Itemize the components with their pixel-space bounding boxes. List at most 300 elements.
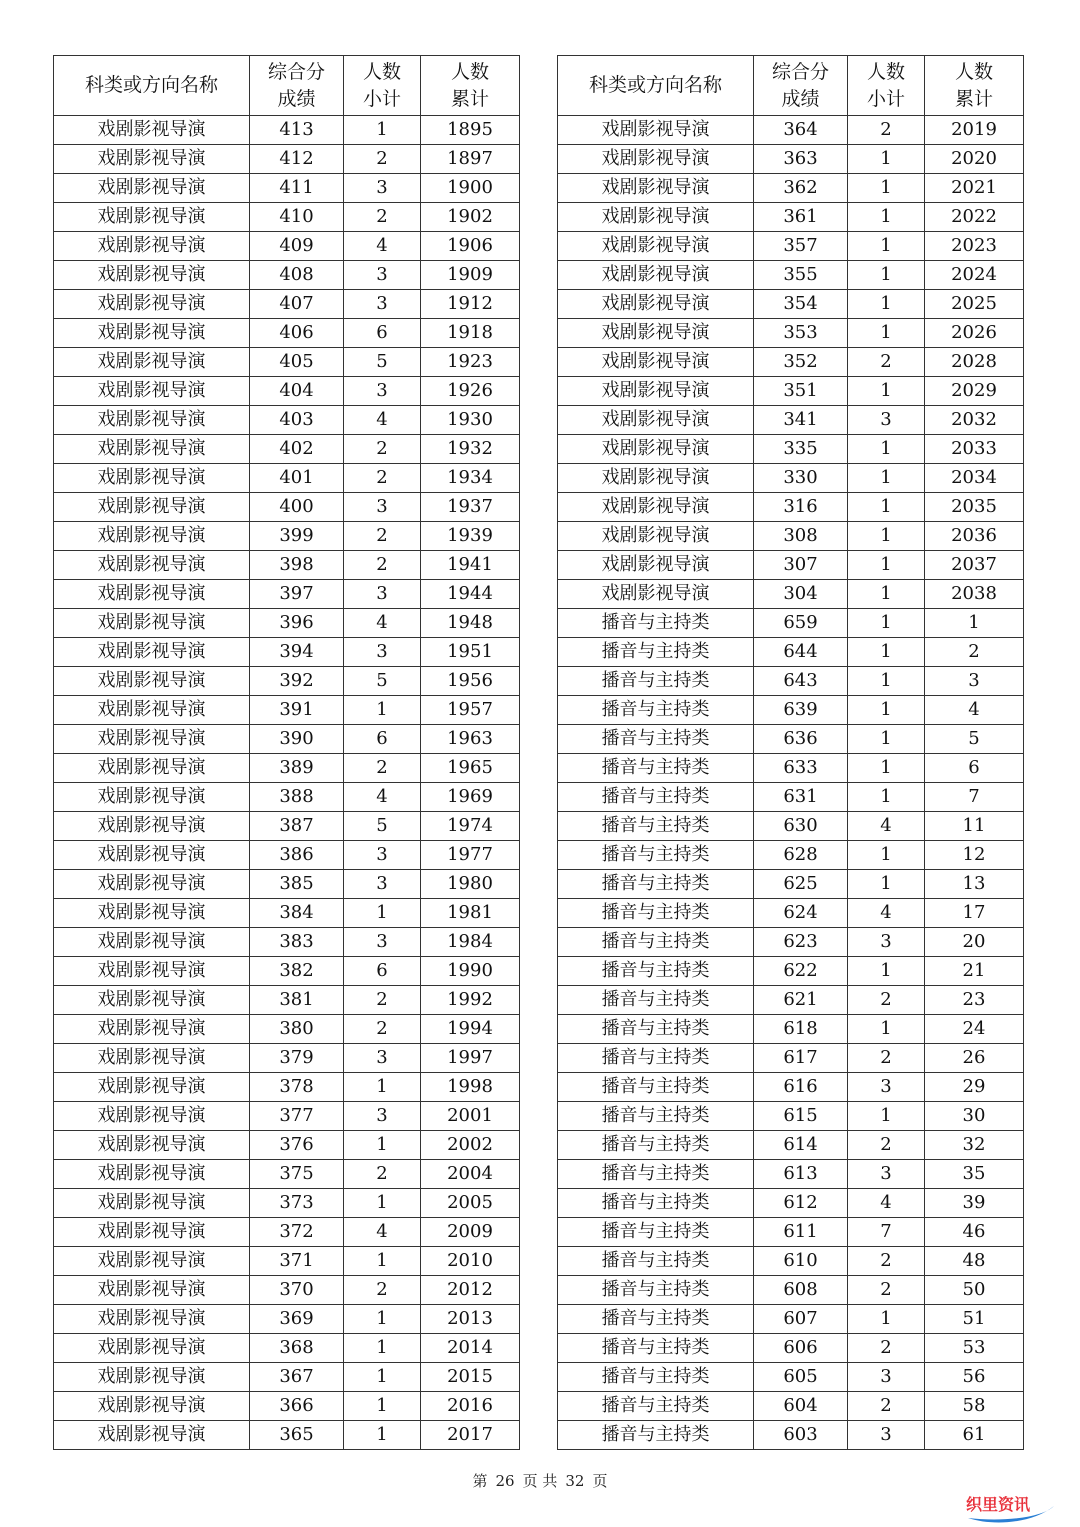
table-row <box>558 348 1024 377</box>
cell-count: 1 <box>848 232 925 261</box>
cell-cumulative: 1981 <box>421 899 520 928</box>
cell-score: 612 <box>754 1189 848 1218</box>
cell-cumulative: 1926 <box>421 377 520 406</box>
table-row <box>558 1102 1024 1131</box>
cell-cumulative: 2004 <box>421 1160 520 1189</box>
cell-cumulative: 1932 <box>421 435 520 464</box>
cell-cumulative: 1990 <box>421 957 520 986</box>
cell-cumulative: 1934 <box>421 464 520 493</box>
cell-count: 4 <box>848 899 925 928</box>
cell-score: 384 <box>250 899 344 928</box>
cell-cumulative: 1980 <box>421 870 520 899</box>
cell-score: 386 <box>250 841 344 870</box>
cell-score: 604 <box>754 1392 848 1421</box>
cell-name: 戏剧影视导演 <box>558 580 754 609</box>
cell-score: 379 <box>250 1044 344 1073</box>
table-row <box>558 1305 1024 1334</box>
header-cumulative <box>925 56 1024 116</box>
table-row <box>558 957 1024 986</box>
cell-score: 398 <box>250 551 344 580</box>
cell-cumulative: 2036 <box>925 522 1024 551</box>
cell-cumulative: 1930 <box>421 406 520 435</box>
cell-score: 335 <box>754 435 848 464</box>
cell-cumulative: 35 <box>925 1160 1024 1189</box>
cell-count: 3 <box>848 406 925 435</box>
cell-score: 380 <box>250 1015 344 1044</box>
table-row <box>54 1044 520 1073</box>
cell-cumulative: 2016 <box>421 1392 520 1421</box>
cell-score: 409 <box>250 232 344 261</box>
table-row <box>54 319 520 348</box>
cell-cumulative: 2034 <box>925 464 1024 493</box>
cell-score: 403 <box>250 406 344 435</box>
cell-count: 1 <box>848 1015 925 1044</box>
header-cumulative-line1: 人数 <box>954 60 993 83</box>
table-row <box>54 522 520 551</box>
cell-count: 2 <box>344 1160 421 1189</box>
cell-count: 1 <box>848 174 925 203</box>
cell-score: 394 <box>250 638 344 667</box>
table-row <box>558 522 1024 551</box>
table-row <box>558 754 1024 783</box>
cell-cumulative: 2010 <box>421 1247 520 1276</box>
cell-score: 361 <box>754 203 848 232</box>
table-row <box>54 1015 520 1044</box>
cell-score: 396 <box>250 609 344 638</box>
cell-score: 408 <box>250 261 344 290</box>
header-cumulative-line2: 累计 <box>450 87 489 110</box>
cell-cumulative: 2025 <box>925 290 1024 319</box>
table-row <box>558 580 1024 609</box>
cell-cumulative: 2001 <box>421 1102 520 1131</box>
table-row <box>54 1131 520 1160</box>
footer-middle: 页 共 <box>522 1472 558 1490</box>
cell-cumulative: 48 <box>925 1247 1024 1276</box>
table-row <box>54 928 520 957</box>
cell-score: 603 <box>754 1421 848 1450</box>
cell-cumulative: 2029 <box>925 377 1024 406</box>
table-row <box>558 1363 1024 1392</box>
table-row <box>558 232 1024 261</box>
cell-name: 播音与主持类 <box>558 1073 754 1102</box>
cell-name: 戏剧影视导演 <box>54 1218 250 1247</box>
table-body-right <box>558 116 1024 1450</box>
cell-count: 6 <box>344 725 421 754</box>
cell-count: 3 <box>344 928 421 957</box>
cell-cumulative: 1941 <box>421 551 520 580</box>
table-row <box>54 609 520 638</box>
cell-count: 4 <box>344 783 421 812</box>
cell-cumulative: 32 <box>925 1131 1024 1160</box>
cell-score: 400 <box>250 493 344 522</box>
cell-cumulative: 1969 <box>421 783 520 812</box>
cell-count: 1 <box>344 899 421 928</box>
table-row <box>54 957 520 986</box>
cell-name: 播音与主持类 <box>558 667 754 696</box>
cell-count: 1 <box>344 696 421 725</box>
cell-name: 播音与主持类 <box>558 783 754 812</box>
cell-cumulative: 1963 <box>421 725 520 754</box>
cell-cumulative: 1906 <box>421 232 520 261</box>
score-table-right <box>557 55 1024 1450</box>
cell-score: 365 <box>250 1421 344 1450</box>
table-row <box>558 377 1024 406</box>
table-row <box>558 203 1024 232</box>
table-row <box>54 174 520 203</box>
cell-count: 2 <box>848 1247 925 1276</box>
table-row <box>54 812 520 841</box>
cell-score: 367 <box>250 1363 344 1392</box>
table-row <box>558 609 1024 638</box>
header-score-line2: 成绩 <box>277 87 316 110</box>
cell-name: 播音与主持类 <box>558 1218 754 1247</box>
cell-count: 1 <box>848 725 925 754</box>
cell-score: 376 <box>250 1131 344 1160</box>
cell-cumulative: 3 <box>925 667 1024 696</box>
cell-cumulative: 1948 <box>421 609 520 638</box>
cell-name: 播音与主持类 <box>558 928 754 957</box>
cell-name: 戏剧影视导演 <box>54 812 250 841</box>
header-count-line1: 人数 <box>362 60 401 83</box>
table-row <box>54 725 520 754</box>
cell-cumulative: 1974 <box>421 812 520 841</box>
cell-count: 2 <box>344 551 421 580</box>
cell-cumulative: 1909 <box>421 261 520 290</box>
cell-score: 615 <box>754 1102 848 1131</box>
cell-name: 播音与主持类 <box>558 841 754 870</box>
cell-count: 1 <box>848 1102 925 1131</box>
cell-score: 391 <box>250 696 344 725</box>
cell-name: 戏剧影视导演 <box>54 174 250 203</box>
cell-name: 播音与主持类 <box>558 1334 754 1363</box>
cell-count: 2 <box>848 1276 925 1305</box>
page-footer <box>0 1470 1080 1491</box>
cell-cumulative: 39 <box>925 1189 1024 1218</box>
cell-score: 404 <box>250 377 344 406</box>
cell-name: 戏剧影视导演 <box>558 145 754 174</box>
cell-cumulative: 1951 <box>421 638 520 667</box>
cell-count: 1 <box>848 580 925 609</box>
cell-count: 2 <box>848 1044 925 1073</box>
footer-total-pages: 32 <box>565 1472 585 1490</box>
table-row <box>54 1363 520 1392</box>
cell-score: 378 <box>250 1073 344 1102</box>
cell-count: 3 <box>848 1160 925 1189</box>
cell-name: 戏剧影视导演 <box>54 1247 250 1276</box>
cell-cumulative: 58 <box>925 1392 1024 1421</box>
cell-score: 616 <box>754 1073 848 1102</box>
cell-count: 2 <box>344 435 421 464</box>
table-row <box>54 464 520 493</box>
cell-score: 636 <box>754 725 848 754</box>
cell-cumulative: 46 <box>925 1218 1024 1247</box>
cell-score: 368 <box>250 1334 344 1363</box>
cell-count: 3 <box>344 841 421 870</box>
cell-count: 1 <box>344 1392 421 1421</box>
cell-cumulative: 2026 <box>925 319 1024 348</box>
table-header-row <box>54 56 520 116</box>
cell-count: 1 <box>344 1363 421 1392</box>
cell-name: 戏剧影视导演 <box>54 1334 250 1363</box>
cell-count: 1 <box>848 667 925 696</box>
table-row <box>558 1334 1024 1363</box>
cell-count: 3 <box>344 580 421 609</box>
cell-cumulative: 30 <box>925 1102 1024 1131</box>
cell-name: 戏剧影视导演 <box>54 1276 250 1305</box>
cell-count: 3 <box>344 174 421 203</box>
cell-score: 628 <box>754 841 848 870</box>
table-row <box>558 1392 1024 1421</box>
cell-score: 381 <box>250 986 344 1015</box>
table-row <box>54 232 520 261</box>
cell-score: 608 <box>754 1276 848 1305</box>
cell-name: 戏剧影视导演 <box>54 435 250 464</box>
cell-score: 388 <box>250 783 344 812</box>
table-row <box>558 145 1024 174</box>
cell-cumulative: 2014 <box>421 1334 520 1363</box>
cell-name: 戏剧影视导演 <box>558 116 754 145</box>
header-count-line2: 小计 <box>362 87 401 110</box>
cell-cumulative: 1997 <box>421 1044 520 1073</box>
cell-count: 2 <box>848 1131 925 1160</box>
table-row <box>558 1044 1024 1073</box>
cell-count: 1 <box>848 319 925 348</box>
table-row <box>54 203 520 232</box>
table-row <box>54 145 520 174</box>
cell-name: 戏剧影视导演 <box>54 145 250 174</box>
cell-cumulative: 26 <box>925 1044 1024 1073</box>
cell-count: 3 <box>344 290 421 319</box>
cell-score: 625 <box>754 870 848 899</box>
cell-count: 2 <box>848 116 925 145</box>
table-row <box>558 464 1024 493</box>
header-count <box>848 56 925 116</box>
cell-cumulative: 4 <box>925 696 1024 725</box>
cell-score: 373 <box>250 1189 344 1218</box>
header-score <box>250 56 344 116</box>
table-row <box>54 406 520 435</box>
table-row <box>558 1276 1024 1305</box>
cell-count: 3 <box>848 928 925 957</box>
cell-cumulative: 2009 <box>421 1218 520 1247</box>
cell-name: 戏剧影视导演 <box>54 232 250 261</box>
header-name <box>54 56 250 116</box>
cell-cumulative: 1895 <box>421 116 520 145</box>
cell-name: 播音与主持类 <box>558 1102 754 1131</box>
cell-count: 1 <box>344 1305 421 1334</box>
cell-count: 1 <box>848 435 925 464</box>
cell-score: 659 <box>754 609 848 638</box>
cell-name: 播音与主持类 <box>558 754 754 783</box>
table-row <box>54 783 520 812</box>
cell-name: 播音与主持类 <box>558 1247 754 1276</box>
header-score <box>754 56 848 116</box>
cell-count: 1 <box>848 261 925 290</box>
header-count-line1: 人数 <box>866 60 905 83</box>
cell-score: 630 <box>754 812 848 841</box>
cell-name: 戏剧影视导演 <box>558 435 754 464</box>
cell-name: 播音与主持类 <box>558 1131 754 1160</box>
cell-name: 播音与主持类 <box>558 957 754 986</box>
cell-count: 3 <box>848 1363 925 1392</box>
table-row <box>54 754 520 783</box>
cell-name: 播音与主持类 <box>558 1392 754 1421</box>
cell-name: 戏剧影视导演 <box>54 1305 250 1334</box>
table-row <box>54 870 520 899</box>
cell-score: 623 <box>754 928 848 957</box>
cell-score: 369 <box>250 1305 344 1334</box>
cell-cumulative: 2 <box>925 638 1024 667</box>
cell-name: 播音与主持类 <box>558 1044 754 1073</box>
cell-name: 戏剧影视导演 <box>54 522 250 551</box>
cell-count: 2 <box>848 986 925 1015</box>
score-table-left <box>53 55 520 1450</box>
table-row <box>54 116 520 145</box>
cell-score: 622 <box>754 957 848 986</box>
cell-cumulative: 1998 <box>421 1073 520 1102</box>
header-score-line1: 综合分 <box>267 60 325 83</box>
cell-score: 389 <box>250 754 344 783</box>
cell-count: 1 <box>344 1421 421 1450</box>
cell-count: 3 <box>848 1073 925 1102</box>
cell-cumulative: 51 <box>925 1305 1024 1334</box>
cell-count: 2 <box>344 522 421 551</box>
cell-score: 397 <box>250 580 344 609</box>
cell-count: 6 <box>344 957 421 986</box>
cell-cumulative: 2002 <box>421 1131 520 1160</box>
cell-name: 戏剧影视导演 <box>54 696 250 725</box>
cell-name: 播音与主持类 <box>558 1421 754 1450</box>
cell-name: 戏剧影视导演 <box>54 1160 250 1189</box>
header-name-text: 科类或方向名称 <box>84 74 218 96</box>
footer-prefix: 第 <box>472 1472 488 1490</box>
table-row <box>558 261 1024 290</box>
cell-score: 372 <box>250 1218 344 1247</box>
cell-cumulative: 1 <box>925 609 1024 638</box>
cell-cumulative: 1918 <box>421 319 520 348</box>
header-score-line1: 综合分 <box>771 60 829 83</box>
cell-cumulative: 61 <box>925 1421 1024 1450</box>
table-row <box>558 290 1024 319</box>
cell-count: 3 <box>344 1044 421 1073</box>
cell-score: 371 <box>250 1247 344 1276</box>
cell-cumulative: 1977 <box>421 841 520 870</box>
cell-name: 播音与主持类 <box>558 1305 754 1334</box>
cell-name: 戏剧影视导演 <box>54 319 250 348</box>
cell-name: 戏剧影视导演 <box>54 580 250 609</box>
footer-page-number: 26 <box>495 1472 515 1490</box>
cell-cumulative: 1944 <box>421 580 520 609</box>
cell-cumulative: 5 <box>925 725 1024 754</box>
cell-count: 1 <box>848 145 925 174</box>
cell-name: 戏剧影视导演 <box>54 464 250 493</box>
cell-count: 1 <box>848 290 925 319</box>
cell-cumulative: 1992 <box>421 986 520 1015</box>
cell-score: 401 <box>250 464 344 493</box>
cell-count: 1 <box>848 522 925 551</box>
cell-name: 戏剧影视导演 <box>54 754 250 783</box>
cell-name: 戏剧影视导演 <box>558 348 754 377</box>
logo-text: 织里资讯 <box>966 1495 1031 1514</box>
header-score-line2: 成绩 <box>781 87 820 110</box>
cell-count: 2 <box>344 203 421 232</box>
cell-name: 戏剧影视导演 <box>558 406 754 435</box>
cell-cumulative: 2012 <box>421 1276 520 1305</box>
cell-cumulative: 12 <box>925 841 1024 870</box>
cell-name: 戏剧影视导演 <box>54 609 250 638</box>
cell-cumulative: 1957 <box>421 696 520 725</box>
header-cumulative <box>421 56 520 116</box>
cell-score: 639 <box>754 696 848 725</box>
cell-count: 3 <box>344 493 421 522</box>
cell-cumulative: 1956 <box>421 667 520 696</box>
table-row <box>54 348 520 377</box>
cell-count: 3 <box>344 638 421 667</box>
cell-name: 播音与主持类 <box>558 1015 754 1044</box>
table-row <box>54 986 520 1015</box>
cell-cumulative: 1965 <box>421 754 520 783</box>
cell-name: 播音与主持类 <box>558 1363 754 1392</box>
cell-name: 播音与主持类 <box>558 638 754 667</box>
cell-count: 1 <box>848 493 925 522</box>
cell-score: 308 <box>754 522 848 551</box>
cell-score: 618 <box>754 1015 848 1044</box>
cell-count: 1 <box>848 464 925 493</box>
table-row <box>54 290 520 319</box>
cell-count: 1 <box>344 1189 421 1218</box>
cell-score: 383 <box>250 928 344 957</box>
cell-name: 播音与主持类 <box>558 696 754 725</box>
table-row <box>54 493 520 522</box>
table-row <box>54 841 520 870</box>
cell-cumulative: 2037 <box>925 551 1024 580</box>
table-row <box>558 841 1024 870</box>
cell-name: 播音与主持类 <box>558 725 754 754</box>
cell-name: 戏剧影视导演 <box>54 203 250 232</box>
cell-count: 4 <box>344 232 421 261</box>
cell-name: 播音与主持类 <box>558 870 754 899</box>
cell-name: 戏剧影视导演 <box>54 1015 250 1044</box>
table-row <box>558 435 1024 464</box>
cell-count: 4 <box>848 1189 925 1218</box>
cell-score: 387 <box>250 812 344 841</box>
cell-cumulative: 2005 <box>421 1189 520 1218</box>
cell-score: 617 <box>754 1044 848 1073</box>
cell-name: 戏剧影视导演 <box>54 783 250 812</box>
cell-count: 1 <box>344 1334 421 1363</box>
cell-count: 4 <box>344 406 421 435</box>
cell-cumulative: 1900 <box>421 174 520 203</box>
cell-name: 戏剧影视导演 <box>54 1363 250 1392</box>
cell-count: 1 <box>344 1247 421 1276</box>
cell-count: 2 <box>344 1015 421 1044</box>
cell-count: 1 <box>848 696 925 725</box>
cell-cumulative: 24 <box>925 1015 1024 1044</box>
cell-cumulative: 1984 <box>421 928 520 957</box>
cell-name: 播音与主持类 <box>558 899 754 928</box>
cell-cumulative: 13 <box>925 870 1024 899</box>
cell-cumulative: 2020 <box>925 145 1024 174</box>
table-row <box>54 667 520 696</box>
cell-score: 355 <box>754 261 848 290</box>
cell-name: 戏剧影视导演 <box>558 551 754 580</box>
cell-cumulative: 1897 <box>421 145 520 174</box>
cell-score: 385 <box>250 870 344 899</box>
footer-suffix: 页 <box>592 1472 608 1490</box>
cell-count: 1 <box>848 957 925 986</box>
table-row <box>558 986 1024 1015</box>
table-row <box>54 551 520 580</box>
